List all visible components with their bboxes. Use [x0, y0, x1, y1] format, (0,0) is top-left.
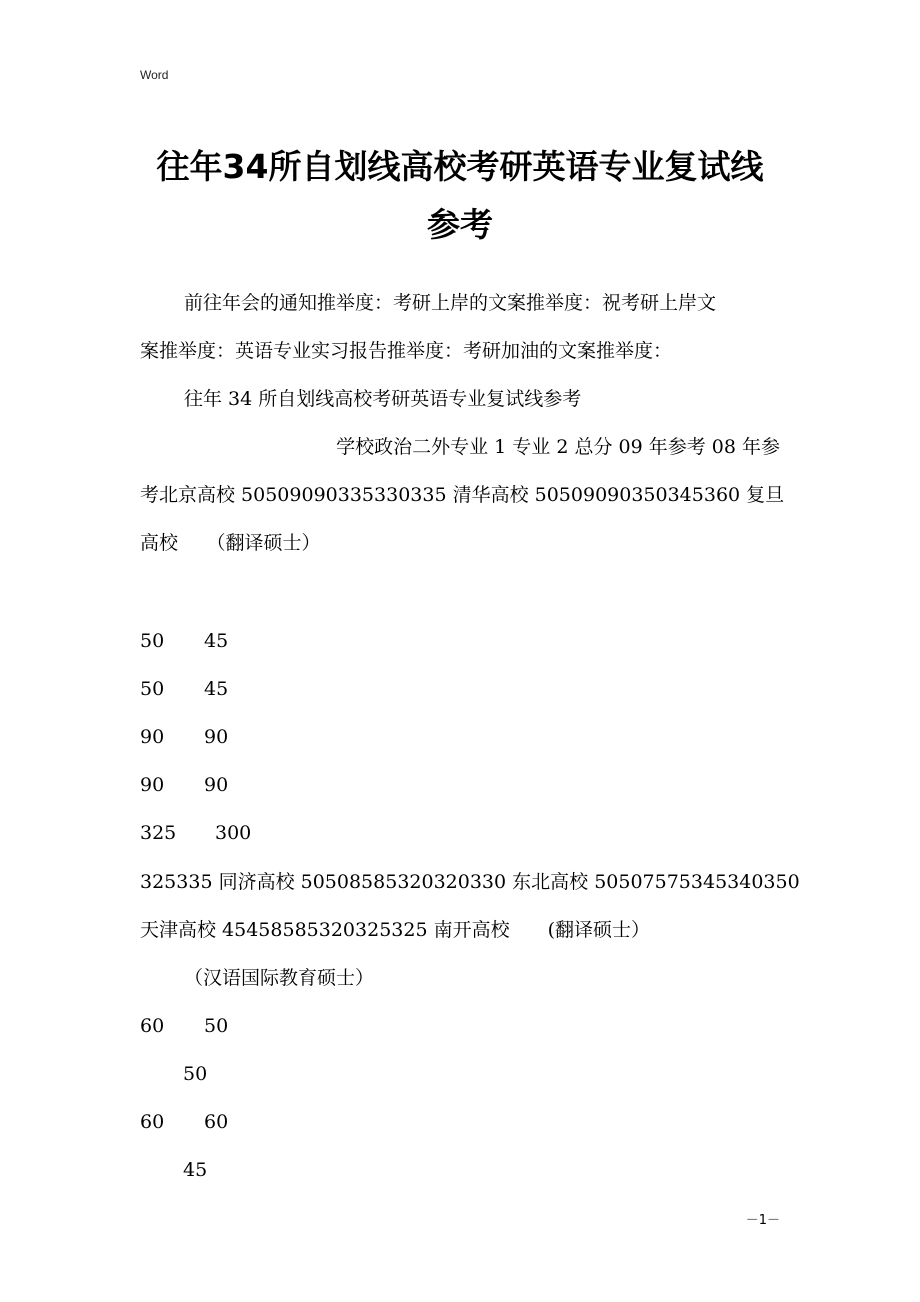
score-cell: 90 [140, 726, 165, 748]
table-header-line-2: 考北京高校 50509090335330335 清华高校 50509090350345360 复旦 [140, 484, 785, 506]
intro-line-2: 案推举度：英语专业实习报告推举度：考研加油的文案推举度： [140, 340, 673, 362]
document-title-line-2: 参考 [427, 205, 493, 244]
score-cell: 90 [204, 774, 229, 796]
table-header-line-3: 高校 （翻译硕士） [140, 532, 321, 554]
score-row [140, 680, 228, 699]
score-cell: 50 [140, 630, 165, 652]
score-single: 45 [183, 1159, 208, 1181]
table-header-line-1: 学校政治二外专业 1 专业 2 总分 09 年参考 08 年参 [336, 436, 780, 458]
score-cell: 60 [140, 1111, 165, 1133]
mid-line-3: （汉语国际教育硕士） [184, 967, 375, 989]
page-number: －1－ [745, 1213, 780, 1228]
score-cell: 50 [140, 678, 165, 700]
mid-line-2: 天津高校 45458585320325325 南开高校 (翻译硕士） [140, 919, 650, 941]
score-row [140, 728, 228, 747]
header-label: Word [140, 68, 169, 82]
score-row [140, 776, 228, 795]
score-row [140, 632, 228, 651]
score-cell: 60 [140, 1015, 165, 1037]
subtitle: 往年 34 所自划线高校考研英语专业复试线参考 [184, 388, 582, 410]
score-cell: 300 [215, 822, 252, 844]
score-row [140, 824, 251, 843]
score-cell: 45 [204, 630, 229, 652]
score-row [140, 1017, 228, 1036]
mid-line-1: 325335 同济高校 50508585320320330 东北高校 50507575345340350 [140, 871, 800, 893]
intro-line-1: 前往年会的通知推举度：考研上岸的文案推举度：祝考研上岸文 [184, 292, 717, 314]
score-cell: 60 [204, 1111, 229, 1133]
document-title-line-1: 往年34所自划线高校考研英语专业复试线 [156, 147, 764, 186]
score-cell: 50 [204, 1015, 229, 1037]
score-cell: 325 [140, 822, 177, 844]
score-row [140, 1113, 228, 1132]
score-single: 50 [183, 1063, 208, 1085]
score-cell: 90 [204, 726, 229, 748]
score-cell: 45 [204, 678, 229, 700]
score-cell: 90 [140, 774, 165, 796]
